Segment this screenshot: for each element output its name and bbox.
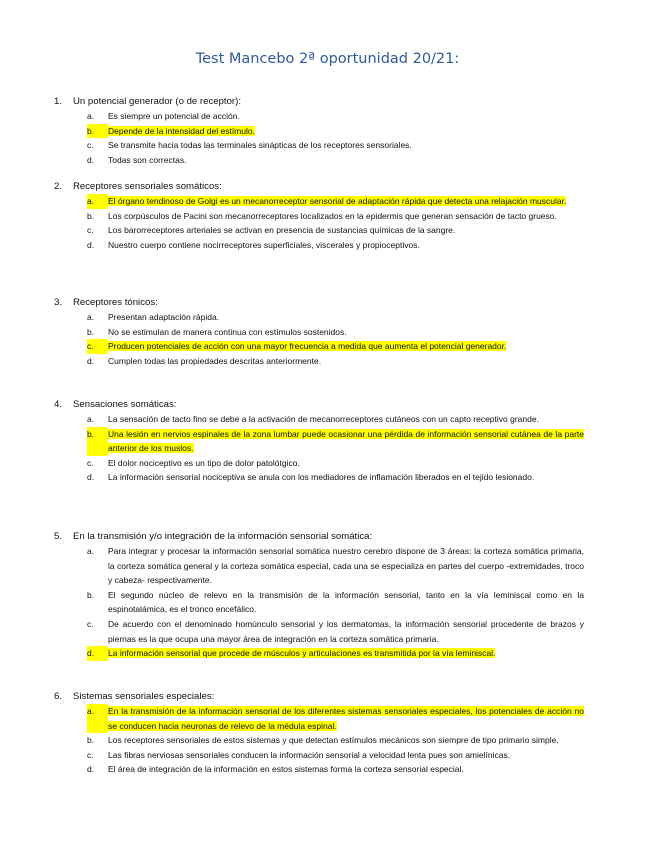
question-2 (54, 180, 584, 252)
option-b (87, 588, 584, 617)
option-letter: d. (87, 764, 95, 775)
question-header (54, 180, 584, 194)
option-text-highlighted: Producen potenciales de acción con una mayor frecuencia a medida que aumenta el potencial generador. (108, 341, 507, 352)
option-text: De acuerdo con el denominado homúnculo sensorial y los dermatomas, la información sensorial procedente de brazos y piernas es la que ocupa una mayor área de integración en la corteza somática primaria. (108, 618, 584, 644)
option-c (87, 748, 584, 763)
option-text: El segundo núcleo de relevo en la transmisión de la información sensorial, tanto en la vía leminiscal como en la espinotalámica, es el tronco encefálico. (108, 589, 584, 615)
option-d (87, 238, 584, 253)
option-letter: a. (87, 704, 108, 733)
option-letter: d. (87, 239, 95, 250)
question-header (54, 95, 584, 109)
option-letter: b. (87, 210, 95, 221)
option-a (87, 109, 584, 124)
option-b (87, 325, 584, 340)
question-text: Receptores sensoriales somáticos: (73, 181, 222, 192)
option-text: Se transmite hacia todas las terminales sinápticas de los receptores sensoriales. (108, 140, 412, 151)
question-number: 6. (54, 691, 63, 702)
option-letter: c. (87, 618, 94, 629)
question-4 (54, 398, 584, 485)
question-text: En la transmisión y/o integración de la información sensorial somática: (73, 531, 373, 542)
option-text: La sensación de tacto fino se debe a la activación de mecanorreceptores cutáneos con un capto receptivo grande. (108, 414, 539, 424)
question-number: 5. (54, 531, 63, 542)
option-text: Los corpúsculos de Pacini son mecanorreceptores localizados en la epidermis que generan sensación de tacto grueso. (108, 210, 557, 221)
option-c (87, 456, 584, 471)
option-letter: a. (87, 111, 95, 121)
option-letter: c. (87, 225, 94, 236)
option-d (87, 762, 584, 777)
question-text: Un potencial generador (o de receptor): (73, 96, 241, 107)
question-6 (54, 690, 584, 777)
option-letter: b. (87, 735, 95, 746)
option-text-highlighted: Depende de la intensidad del estímulo. (108, 125, 255, 136)
option-b (87, 124, 584, 139)
option-b (87, 427, 584, 456)
option-text: La información sensorial nociceptiva se anula con los mediadores de inflamación liberados en el tejido lesionado. (108, 472, 535, 483)
option-text-highlighted: En la transmisión de la información sensorial de los diferentes sistemas sensoriales especiales, los potenciales de acción no se conducen hacia neuronas de relevo de la médula espinal. (108, 706, 584, 731)
option-text: Cumplen todas las propiedades descritas anteriormente. (108, 355, 322, 366)
option-letter: c. (87, 457, 94, 468)
question-1 (54, 95, 584, 167)
option-b (87, 733, 584, 748)
option-letter: c. (87, 140, 94, 151)
option-letter: a. (87, 414, 95, 424)
option-letter: d. (87, 154, 95, 165)
option-text: Presentan adaptación rápida. (108, 312, 220, 322)
option-text: El área de integración de la información en estos sistemas forma la corteza sensorial especial. (108, 764, 464, 775)
option-letter: a. (87, 312, 95, 322)
option-text-highlighted: La información sensorial que procede de músculos y articulaciones es transmitida por la vía leminiscal. (108, 648, 496, 659)
option-text-highlighted: Una lesión en nervios espinales de la zona lumbar puede ocasionar una pérdida de información sensorial cutánea de la parte anterior de los muslos. (108, 428, 584, 454)
option-d (87, 470, 584, 485)
option-letter: a. (87, 546, 95, 556)
question-number: 2. (54, 181, 63, 192)
option-text: Los barorreceptores arteriales se activan en presencia de sustancias químicas de la sangre. (108, 225, 456, 236)
question-number: 3. (54, 297, 63, 308)
option-c (87, 138, 584, 153)
option-letter: c. (87, 339, 108, 354)
question-header (54, 690, 584, 704)
option-letter: b. (87, 589, 95, 600)
question-header (54, 398, 584, 412)
option-letter: d. (87, 472, 95, 483)
option-letter: b. (87, 124, 108, 139)
option-d (87, 646, 584, 661)
option-c (87, 617, 584, 646)
option-c (87, 223, 584, 238)
option-letter: d. (87, 646, 108, 661)
option-d (87, 153, 584, 168)
option-text: Nuestro cuerpo contiene nocirreceptores superficiales, viscerales y propioceptivos. (108, 239, 420, 250)
question-3 (54, 296, 584, 368)
option-b (87, 209, 584, 224)
option-text: Todas son correctas. (108, 154, 187, 165)
option-c (87, 339, 584, 354)
option-a (87, 704, 584, 733)
option-a (87, 310, 584, 325)
option-letter: d. (87, 355, 95, 366)
question-text: Receptores tónicos: (73, 297, 158, 308)
option-text-highlighted: El órgano tendinoso de Golgi es un mecanorreceptor sensorial de adaptación rápida que detecta una relajación muscular. (108, 196, 567, 206)
question-5 (54, 530, 584, 661)
option-text: El dolor nociceptivo es un tipo de dolor patolótgico. (108, 457, 300, 468)
option-a (87, 412, 584, 427)
page-title: Test Mancebo 2ª oportunidad 20/21: (195, 51, 460, 67)
option-a (87, 544, 584, 588)
option-a (87, 194, 584, 209)
question-text: Sensaciones somáticas: (73, 399, 177, 410)
option-letter: b. (87, 427, 108, 456)
option-text: No se estimulan de manera continua con estímulos sostenidos. (108, 326, 347, 337)
question-header (54, 296, 584, 310)
option-letter: c. (87, 749, 94, 760)
question-text: Sistemas sensoriales especiales: (73, 691, 215, 702)
option-text: Los receptores sensoriales de estos sistemas y que detectan estímulos mecánicos son siempre de tipo primario simple. (108, 735, 559, 746)
option-d (87, 354, 584, 369)
question-number: 1. (54, 96, 63, 107)
option-text: Es siempre un potencial de acción. (108, 111, 240, 121)
option-letter: a. (87, 194, 108, 209)
question-number: 4. (54, 399, 63, 410)
question-header (54, 530, 584, 544)
option-text: Las fibras nerviosas sensoriales conducen la información sensorial a velocidad lenta pues son amielínicas. (108, 749, 511, 760)
option-letter: b. (87, 326, 95, 337)
option-text: Para integrar y procesar la información sensorial somática nuestro cerebro dispone de 3 áreas: la corteza somática primaria, la corteza somática general y la corteza somática especial, cada una se especializa en partes del cuerpo -extremidades, troco y cabeza- respectivamente. (108, 546, 584, 586)
